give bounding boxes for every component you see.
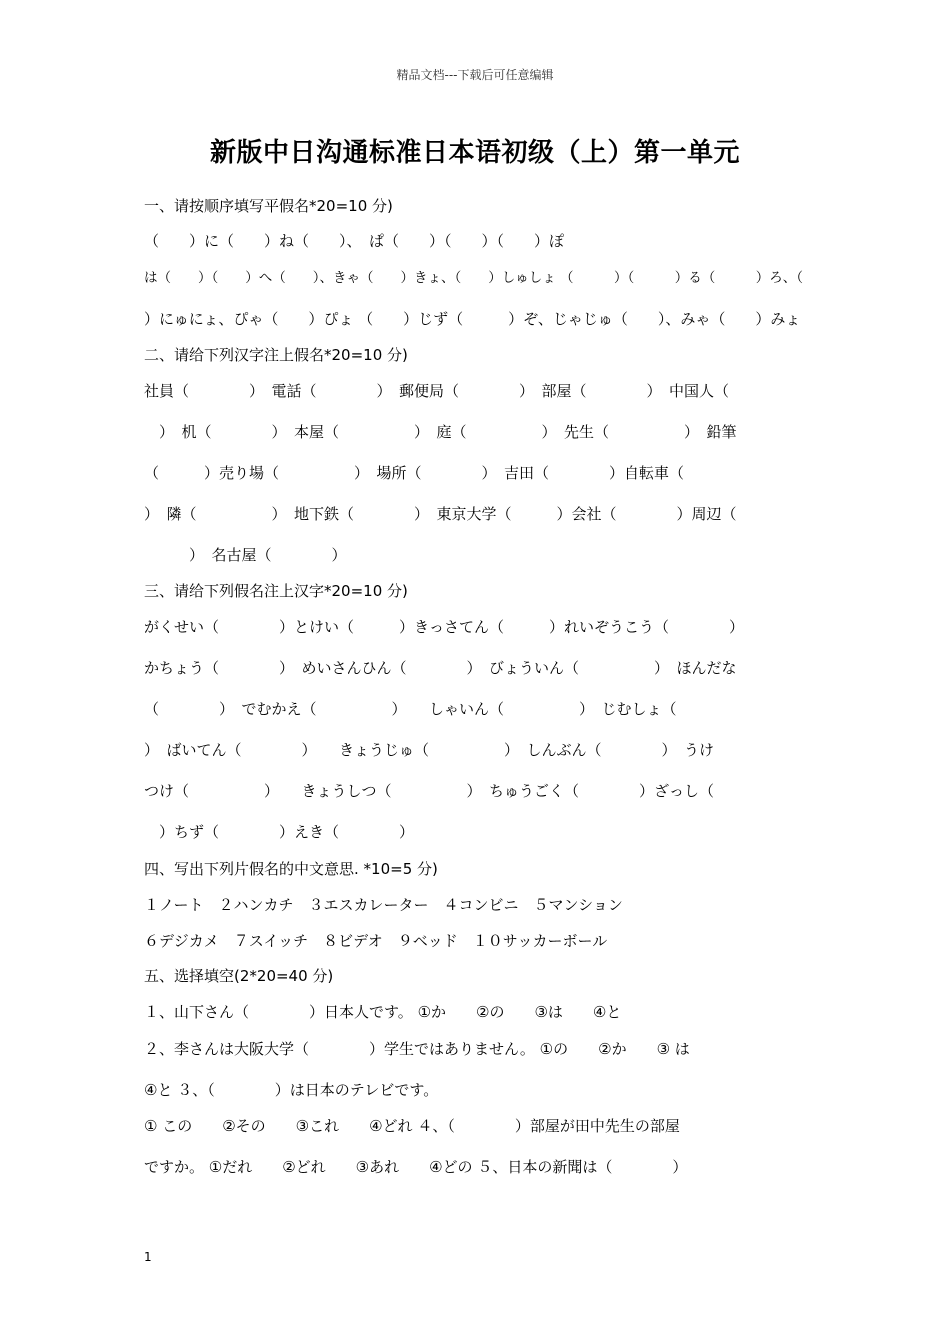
question-line: ６デジカメ ７スイッチ ８ビデオ ９ベッド １０サッカーボール — [144, 932, 608, 950]
section-heading: 二、请给下列汉字注上假名*20=10 分) — [144, 346, 408, 364]
question-line: （ ）に（ ）ね（ ）、 ぱ（ ）（ ）（ ）ぽ — [144, 232, 565, 250]
question-line: ２、李さんは大阪大学（ ）学生ではありません。 ①の ②か ③ は — [144, 1040, 690, 1058]
page-title: 新版中日沟通标准日本语初级（上）第一单元 — [209, 138, 740, 168]
question-line: ） ばいてん（ ） きょうじゅ（ ） しんぶん（ ） うけ — [144, 741, 715, 759]
question-line: つけ（ ） きょうしつ（ ） ちゅうごく（ ）ざっし（ — [144, 782, 715, 800]
question-line: ）にゅにょ、ぴゃ（ ）ぴょ （ ）じず（ ）ぞ、じゃじゅ（ ）、みゃ（ ）みょ — [144, 310, 801, 328]
question-line: ） 隣（ ） 地下鉄（ ） 東京大学（ ）会社（ ）周辺（ — [144, 505, 737, 523]
section-heading: 四、写出下列片假名的中文意思. *10=5 分) — [144, 860, 438, 878]
section-heading: 一、请按顺序填写平假名*20=10 分) — [144, 197, 393, 215]
question-line: ）ちず（ ）えき（ ） — [144, 823, 415, 841]
question-line: ） 机（ ） 本屋（ ） 庭（ ） 先生（ ） 鉛筆 — [144, 423, 737, 441]
question-line: がくせい（ ）とけい（ ）きっさてん（ ）れいぞうこう（ ） — [144, 618, 745, 636]
section-heading: 五、选择填空(2*20=40 分) — [144, 967, 334, 985]
section-heading: 三、请给下列假名注上汉字*20=10 分) — [144, 582, 408, 600]
question-line: （ ） でむかえ（ ） しゃいん（ ） じむしょ（ — [144, 700, 677, 718]
question-line: 社員（ ） 電話（ ） 郵便局（ ） 部屋（ ） 中国人（ — [144, 382, 730, 400]
question-line: ④と ３、（ ）は日本のテレビです。 — [144, 1081, 439, 1099]
question-line: １、山下さん（ ）日本人です。 ①か ②の ③は ④と — [144, 1003, 622, 1021]
page-number: 1 — [144, 1250, 152, 1264]
question-line: ） 名古屋（ ） — [144, 546, 347, 564]
question-line: かちょう（ ） めいさんひん（ ） びょういん（ ） ほんだな — [144, 659, 737, 677]
question-line: １ノート ２ハンカチ ３エスカレーター ４コンビニ ５マンション — [144, 896, 623, 914]
header-note: 精品文档---下载后可任意编辑 — [396, 68, 554, 82]
question-line: ① この ②その ③これ ④どれ ４、（ ）部屋が田中先生の部屋 — [144, 1117, 680, 1135]
question-line: は（ ）（ ）へ（ ）、きゃ（ ）きょ、（ ）しゅしょ （ ）（ ）る（ ）ろ、（ — [144, 270, 804, 286]
question-line: （ ）売り場（ ） 場所（ ） 吉田（ ）自転車（ — [144, 464, 685, 482]
question-line: ですか。 ①だれ ②どれ ③あれ ④どの ５、日本の新聞は（ ） — [144, 1158, 688, 1176]
